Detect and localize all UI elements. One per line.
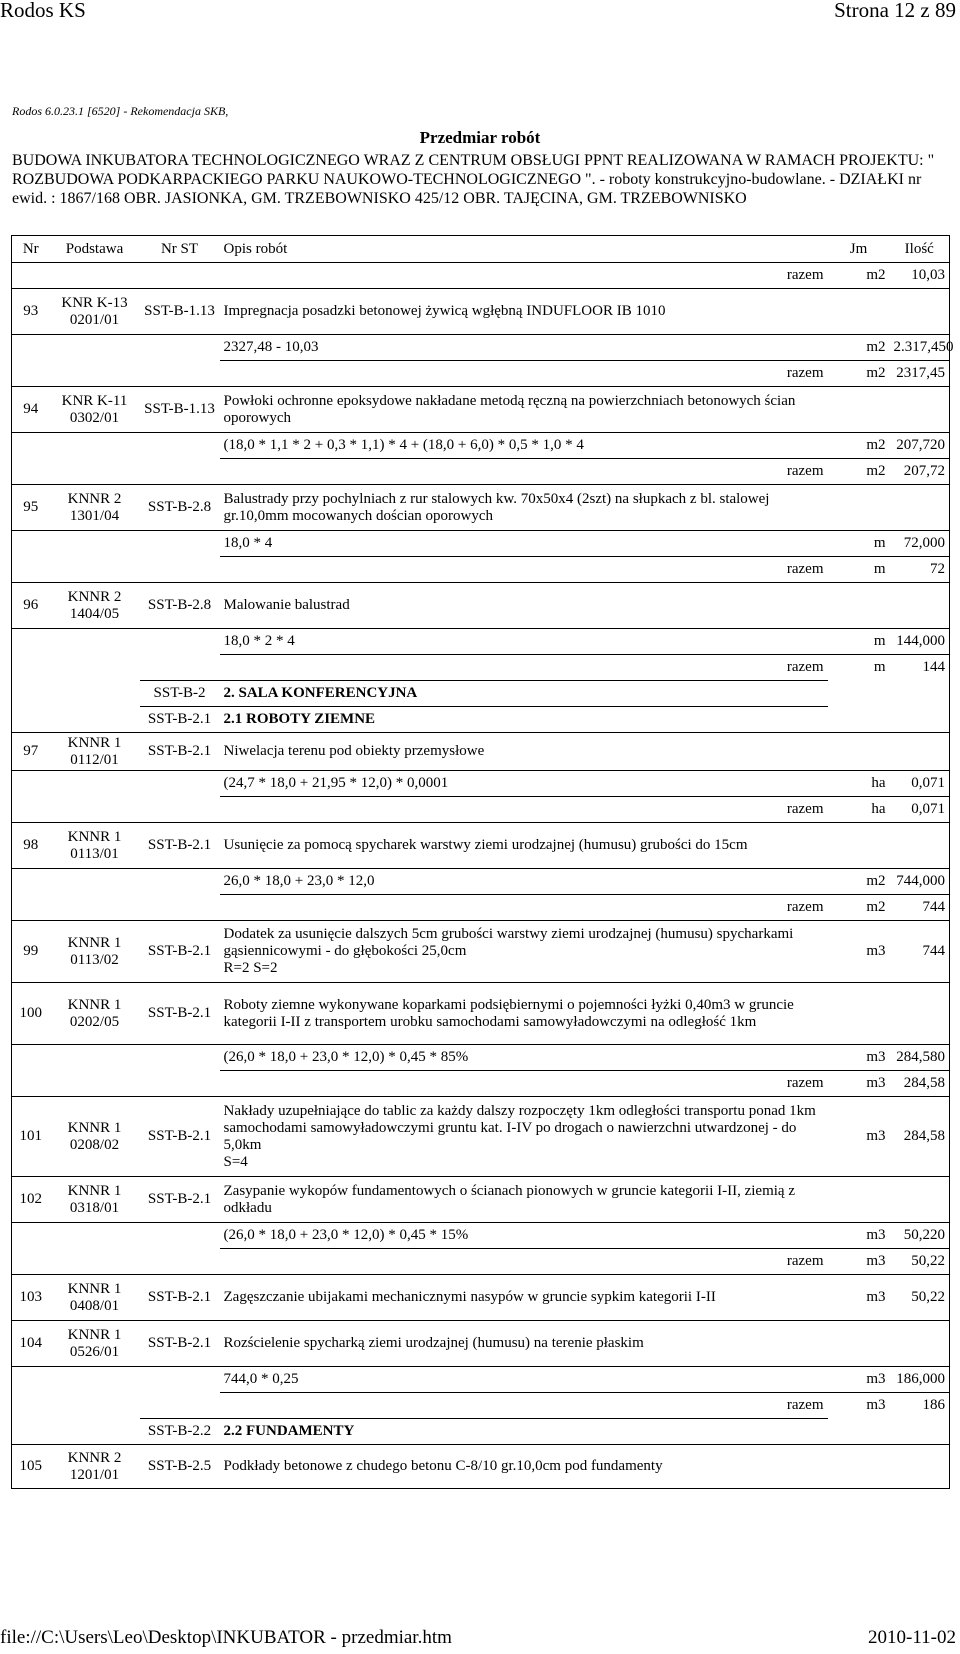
section-spec-code: SST-B-2.2 (140, 1419, 220, 1445)
position-number: 105 (12, 1445, 50, 1489)
browser-header-left: Rodos KS (0, 0, 86, 22)
position-row (12, 583, 950, 629)
calculation-formula: (24,7 * 18,0 + 21,95 * 12,0) * 0,0001 (220, 771, 828, 797)
calculation-formula: 26,0 * 18,0 + 23,0 * 12,0 (220, 869, 828, 895)
total-label: razem (786, 561, 824, 577)
spec-code: SST-B-2.1 (140, 921, 220, 983)
basis-code: KNNR 1 0113/02 (50, 921, 140, 983)
unit: m3 (828, 1367, 890, 1393)
unit: m2 (866, 365, 886, 381)
spec-code: SST-B-2.8 (140, 485, 220, 531)
total-label: razem (786, 463, 824, 479)
page-counter: Strona 12 z 89 (834, 0, 956, 22)
total-row (12, 361, 950, 387)
position-number: 97 (12, 733, 50, 771)
position-number: 98 (12, 823, 50, 869)
work-description: Roboty ziemne wykonywane koparkami podsiębiernymi o pojemności łyżki 0,40m3 w gruncie kategorii I-II z transportem urobku samochodami samowyładowczymi na odległość 1km (220, 983, 828, 1045)
quantity (890, 1445, 950, 1489)
basis-code: KNNR 1 0208/02 (50, 1097, 140, 1177)
unit: m2 (866, 899, 886, 915)
work-description: Impregnacja posadzki betonowej żywicą wgłębną INDUFLOOR IB 1010 (220, 289, 828, 335)
position-number: 95 (12, 485, 50, 531)
position-number: 102 (12, 1177, 50, 1223)
quantity (890, 823, 950, 869)
basis-code: KNR K-13 0201/01 (50, 289, 140, 335)
unit: m (828, 629, 890, 655)
document-title: Przedmiar robót (419, 128, 541, 147)
unit (828, 823, 890, 869)
unit (828, 1321, 890, 1367)
unit: m3 (866, 1397, 886, 1414)
total-label: razem (786, 801, 824, 817)
col-nr: Nr (12, 236, 50, 263)
total-label: razem (786, 659, 824, 675)
calculation-formula: 2327,48 - 10,03 (220, 335, 828, 361)
unit (828, 289, 890, 335)
total-row (12, 895, 950, 921)
unit: m3 (828, 1275, 890, 1321)
total-row (12, 557, 950, 583)
calculation-formula: (18,0 * 1,1 * 2 + 0,3 * 1,1) * 4 + (18,0 + 6,0) * 0,5 * 1,0 * 4 (220, 433, 828, 459)
unit: ha (828, 771, 890, 797)
position-number: 96 (12, 583, 50, 629)
quantity: 284,58 (890, 1097, 950, 1177)
position-row (12, 485, 950, 531)
unit: m3 (828, 1223, 890, 1249)
calculation-formula: 744,0 * 0,25 (220, 1367, 828, 1393)
section-row (12, 707, 950, 733)
quantity-total: 0,071 (890, 797, 950, 823)
unit (828, 733, 890, 771)
col-jm: Jm (828, 236, 890, 263)
work-description: Usunięcie za pomocą spycharek warstwy ziemi urodzajnej (humusu) grubości do 15cm (220, 823, 828, 869)
bill-of-quantities-table (11, 235, 954, 1489)
unit: m (873, 561, 886, 577)
quantity-total: 744 (890, 895, 950, 921)
basis-code: KNR K-11 0302/01 (50, 387, 140, 433)
unit: m3 (866, 1075, 886, 1091)
calculation-row (12, 1223, 950, 1249)
basis-code: KNNR 1 0526/01 (50, 1321, 140, 1367)
quantity (890, 1177, 950, 1223)
unit: ha (871, 801, 886, 817)
spec-code: SST-B-2.1 (140, 823, 220, 869)
col-podstawa: Podstawa (50, 236, 140, 263)
basis-code: KNNR 1 0112/01 (50, 733, 140, 771)
col-nrst: Nr ST (140, 236, 220, 263)
quantity: 744 (890, 921, 950, 983)
quantity-total: 2317,45 (890, 361, 950, 387)
basis-code: KNNR 1 0202/05 (50, 983, 140, 1045)
quantity (890, 485, 950, 531)
quantity: 144,000 (890, 629, 950, 655)
unit (828, 983, 890, 1045)
position-row (12, 289, 950, 335)
work-description: Malowanie balustrad (220, 583, 828, 629)
position-number: 94 (12, 387, 50, 433)
work-description: Rozścielenie spycharką ziemi urodzajnej (humusu) na terenie płaskim (220, 1321, 828, 1367)
total-label: razem (786, 267, 824, 283)
calculation-row (12, 629, 950, 655)
quantity: 2.317,450 (890, 335, 950, 361)
work-description: Zasypanie wykopów fundamentowych o ścianach pionowych w gruncie kategorii I-II, ziemią z odkładu (220, 1177, 828, 1223)
quantity (890, 387, 950, 433)
quantity: 0,071 (890, 771, 950, 797)
quantity (890, 583, 950, 629)
spec-code: SST-B-2.1 (140, 1097, 220, 1177)
basis-code: KNNR 1 0408/01 (50, 1275, 140, 1321)
total-label: razem (786, 365, 824, 381)
unit: m2 (866, 267, 886, 283)
section-spec-code: SST-B-2 (140, 681, 220, 707)
calculation-row (12, 771, 950, 797)
spec-code: SST-B-2.1 (140, 983, 220, 1045)
unit: m2 (866, 463, 886, 479)
unit: m (828, 531, 890, 557)
quantity-total: 144 (890, 655, 950, 681)
unit: m3 (828, 1097, 890, 1177)
quantity: 186,000 (890, 1367, 950, 1393)
work-description: Dodatek za usunięcie dalszych 5cm grubości warstwy ziemi urodzajnej (humusu) spycharkami gąsiennicowymi - do głębokości 25,0cm R=2 S=2 (220, 921, 828, 983)
section-row (12, 681, 950, 707)
position-row (12, 921, 950, 983)
work-description: Podkłady betonowe z chudego betonu C-8/10 gr.10,0cm pod fundamenty (220, 1445, 828, 1489)
quantity-total: 72 (890, 557, 950, 583)
total-label: razem (786, 1253, 824, 1269)
spec-code: SST-B-2.8 (140, 583, 220, 629)
position-row (12, 1097, 950, 1177)
quantity: 72,000 (890, 531, 950, 557)
quantity-total: 10,03 (890, 263, 950, 289)
quantity (890, 983, 950, 1045)
unit: m3 (828, 921, 890, 983)
quantity-total: 50,22 (890, 1249, 950, 1275)
basis-code: KNNR 1 0113/01 (50, 823, 140, 869)
spec-code: SST-B-1.13 (140, 289, 220, 335)
file-path: file://C:\Users\Leo\Desktop\INKUBATOR - przedmiar.htm (0, 1627, 452, 1648)
unit (828, 1177, 890, 1223)
position-row (12, 1275, 950, 1321)
basis-code: KNNR 2 1301/04 (50, 485, 140, 531)
total-label: razem (786, 1075, 824, 1091)
section-row (12, 1419, 950, 1445)
calculation-formula: 18,0 * 2 * 4 (220, 629, 828, 655)
unit (828, 1445, 890, 1489)
total-label: razem (786, 899, 824, 915)
unit (828, 583, 890, 629)
total-row (12, 1393, 950, 1419)
total-label: razem (786, 1397, 824, 1413)
unit: m2 (828, 335, 890, 361)
basis-code: KNNR 2 1404/05 (50, 583, 140, 629)
work-description: Nakłady uzupełniające do tablic za każdy dalszy rozpoczęty 1km odległości transportu ponad 1km samochodami samowyładowczymi gruntu kat. I-IV po drogach o nawierzchni utwardzonej - do 5,0km S=4 (220, 1097, 828, 1177)
position-number: 100 (12, 983, 50, 1045)
section-title: 2.2 FUNDAMENTY (220, 1419, 828, 1445)
total-row (12, 1071, 950, 1097)
quantity-total: 207,72 (890, 459, 950, 485)
software-meta: Rodos 6.0.23.1 [6520] - Rekomendacja SKB, (12, 104, 229, 118)
position-number: 104 (12, 1321, 50, 1367)
work-description: Niwelacja terenu pod obiekty przemysłowe (220, 733, 828, 771)
project-description: BUDOWA INKUBATORA TECHNOLOGICZNEGO WRAZ Z CENTRUM OBSŁUGI PPNT REALIZOWANA W RAMACH PROJEKTU: " ROZBUDOWA PODKARPACKIEGO PARKU NAUKOWO-TECHNOLOGICZNEGO ". - roboty konstrukcyjno-budowlane. - DZIAŁKI nr ewid. : 1867/168 OBR. JASIONKA, GM. TRZEBOWNISKO 425/12 OBR. TAJĘCINA, GM. TRZEBOWNISKO (12, 152, 935, 207)
quantity (890, 289, 950, 335)
quantity-total: 284,58 (890, 1071, 950, 1097)
quantity (890, 733, 950, 771)
unit: m2 (828, 433, 890, 459)
col-opis: Opis robót (220, 236, 768, 263)
unit: m3 (866, 1253, 886, 1269)
position-row (12, 1445, 950, 1489)
calculation-formula: (26,0 * 18,0 + 23,0 * 12,0) * 0,45 * 85% (220, 1045, 828, 1071)
spec-code: SST-B-1.13 (140, 387, 220, 433)
unit: m2 (828, 869, 890, 895)
total-row (12, 655, 950, 681)
section-spec-code: SST-B-2.1 (140, 707, 220, 733)
position-row (12, 823, 950, 869)
print-date: 2010-11-02 (868, 1627, 956, 1648)
section-title: 2.1 ROBOTY ZIEMNE (220, 707, 828, 733)
unit (828, 485, 890, 531)
quantity: 744,000 (890, 869, 950, 895)
quantity: 207,720 (890, 433, 950, 459)
calculation-formula: (26,0 * 18,0 + 23,0 * 12,0) * 0,45 * 15% (220, 1223, 828, 1249)
work-description: Powłoki ochronne epoksydowe nakładane metodą ręczną na powierzchniach betonowych ścian oporowych (220, 387, 828, 433)
table-header-row (12, 236, 950, 263)
quantity (890, 1321, 950, 1367)
spec-code: SST-B-2.5 (140, 1445, 220, 1489)
position-number: 103 (12, 1275, 50, 1321)
quantity: 50,220 (890, 1223, 950, 1249)
calculation-row (12, 531, 950, 557)
position-row (12, 733, 950, 771)
position-number: 101 (12, 1097, 50, 1177)
unit: m (873, 659, 886, 676)
basis-code: KNNR 2 1201/01 (50, 1445, 140, 1489)
calculation-row (12, 335, 950, 361)
spec-code: SST-B-2.1 (140, 1275, 220, 1321)
calculation-row (12, 433, 950, 459)
position-row (12, 387, 950, 433)
calculation-formula: 18,0 * 4 (220, 531, 828, 557)
unit: m3 (828, 1045, 890, 1071)
total-row (12, 459, 950, 485)
position-row (12, 983, 950, 1045)
position-row (12, 1177, 950, 1223)
section-title: 2. SALA KONFERENCYJNA (220, 681, 828, 707)
basis-code: KNNR 1 0318/01 (50, 1177, 140, 1223)
unit (828, 387, 890, 433)
work-description: Balustrady przy pochylniach z rur stalowych kw. 70x50x4 (2szt) na słupkach z bl. stalowej gr.10,0mm mocowanych dościan oporowych (220, 485, 828, 531)
position-number: 99 (12, 921, 50, 983)
quantity: 50,22 (890, 1275, 950, 1321)
quantity-total: 186 (890, 1393, 950, 1419)
total-row (12, 1249, 950, 1275)
work-description: Zagęszczanie ubijakami mechanicznymi nasypów w gruncie sypkim kategorii I-II (220, 1275, 828, 1321)
calculation-row (12, 1367, 950, 1393)
col-ilosc: Ilość (890, 236, 950, 263)
spec-code: SST-B-2.1 (140, 1177, 220, 1223)
position-row (12, 1321, 950, 1367)
calculation-row (12, 1045, 950, 1071)
spec-code: SST-B-2.1 (140, 1321, 220, 1367)
position-number: 93 (12, 289, 50, 335)
calculation-row (12, 869, 950, 895)
total-row (12, 797, 950, 823)
spec-code: SST-B-2.1 (140, 733, 220, 771)
total-row (12, 263, 950, 289)
quantity: 284,580 (890, 1045, 950, 1071)
